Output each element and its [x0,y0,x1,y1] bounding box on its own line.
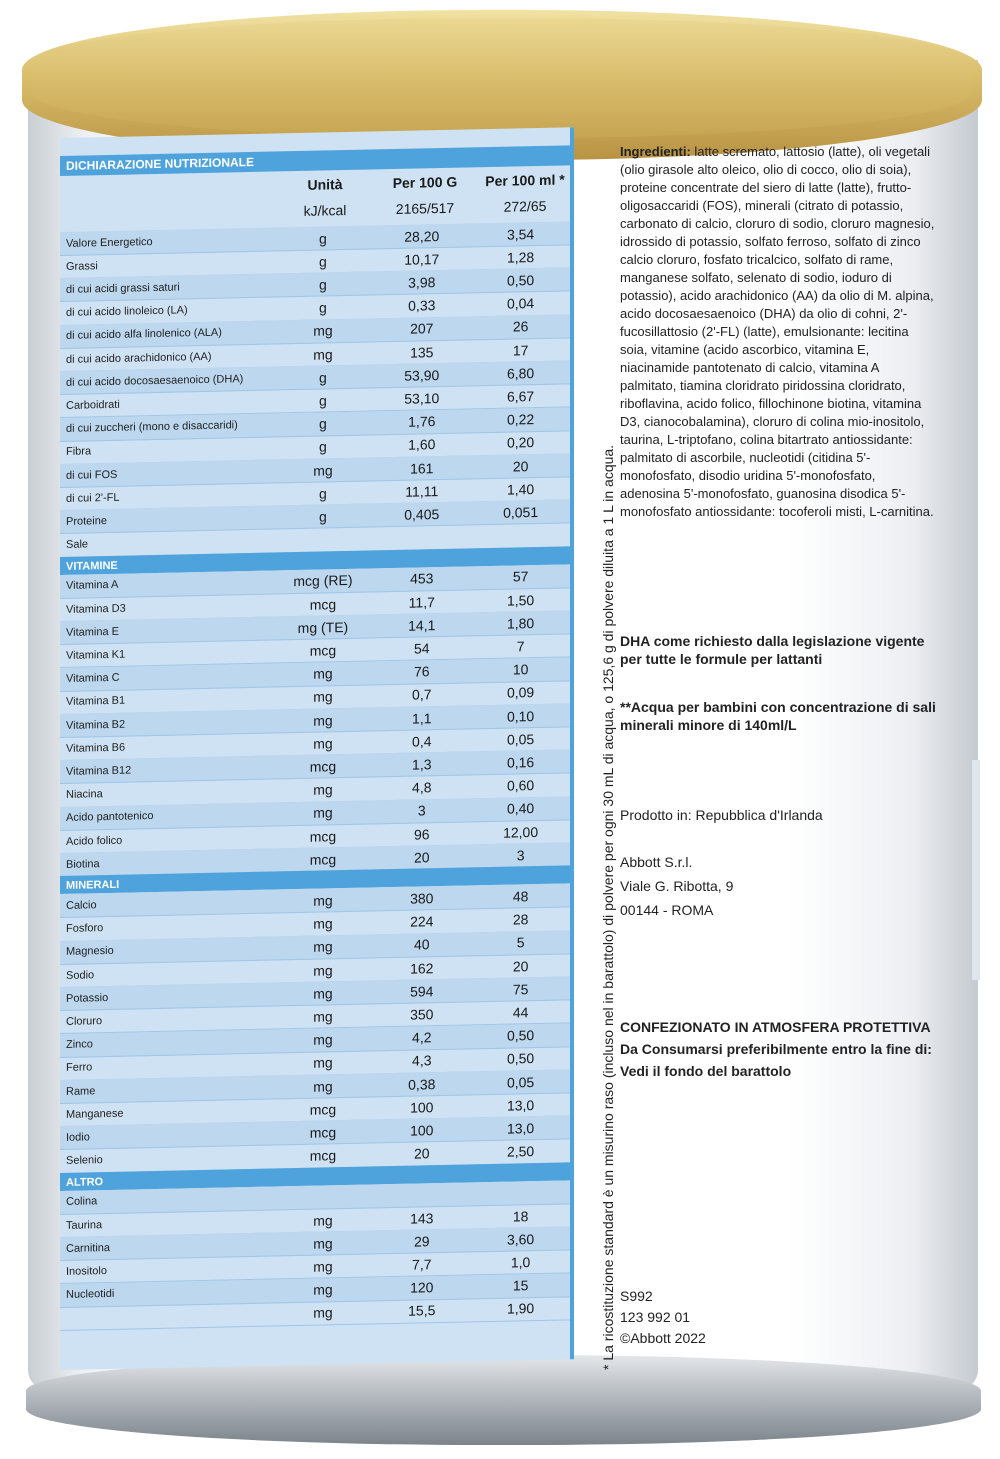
row-per100g: 100 [410,1122,434,1139]
row-label: Grassi [66,259,98,273]
row-per100g: 29 [413,1232,430,1250]
row-per100g: 28,20 [404,227,440,245]
row-unit [274,1196,373,1198]
row-per100g [372,536,471,538]
row-label: Vitamina D3 [66,602,126,616]
section-minerali-label: MINERALI [66,879,120,893]
row-label: Zinco [66,1038,93,1051]
row-unit: mg [313,938,333,955]
address-block [620,850,938,922]
row-unit: mg [313,915,333,932]
row-unit: g [319,369,327,386]
row-per100g: 380 [410,890,434,907]
row-unit: g [319,438,327,455]
reconstitution-note: * La ricostituzione standard è un misurino raso (incluso nel in barattolo) di polvere per ogni 30 mL di acqua, o 125,6 g di polvere diluita a 1 L in acqua. [600,444,616,1370]
row-per100ml: 12,00 [503,823,539,841]
row-label: di cui zuccheri (mono e disaccaridi) [66,419,238,435]
row-unit: mg [313,665,333,682]
row-per100ml: 1,0 [510,1254,531,1271]
row-unit: mg (TE) [297,618,349,636]
row-label: Nucleotidi [66,1287,115,1301]
row-unit: mcg [309,642,337,659]
row-label: Vitamina A [66,579,119,593]
row-label: di cui acido alfa linolenico (ALA) [66,326,222,343]
row-per100ml: 44 [512,1004,529,1021]
row-unit: mcg [309,850,337,868]
row-label: Vitamina B1 [66,694,126,709]
row-per100g: 15,5 [408,1302,436,1320]
row-per100ml: 0,20 [506,434,535,451]
row-label: Vitamina K1 [66,648,126,662]
energy-per100g: 2165/517 [395,199,455,217]
ingredients-text: latte scremato, lattosio (latte), oli vegetali (olio girasole alto oleico, olio di cocco, olio di soia), proteine concentrate del siero di latte (latte), frutto-oligosaccaridi (FOS), minerali (citrato di potassio, carbonato di calcio, cloruro di sodio, cloruro magnesio, idrossido di potassio, solfato ferroso, solfato di zinco calcio cloruro, fosfato tricalcico, solfato di rame, manganese solfato, selenato di sodio, ioduro di potassio), acido arachidonico (AA) da olio di M. alpina, acido docosaesaenoico (DHA) da olio di cohni, 2'-fucosillattosio (2'-FL) (latte), emulsionante: lecitina soia, vitamine (acido ascorbico, vitamina E, niacinamide pantotenato di calcio, vitamina A palmitato, tiamina cloridrato piridossina cloridrato, riboflavina, acido folico, fillochinone biotina, vitamina D3, cianocobalamina), cloruro di colina mio-inositolo, taurina, L-triptofano, colina bitartrato antiossidante: palmitato di ascorbile, nucleotidi (citidina 5'-monofosfato, disodio uridina 5'-monofosfato, adenosina 5'-monofosfato, guanosina disodica 5'-monofosfato antiossidante: tocoferoli misti, L-carnitina. [620,144,935,519]
energy-unit: kJ/kcal [303,202,347,219]
row-per100g: 1,1 [412,709,432,727]
row-per100g: 0,4 [412,732,432,750]
row-per100g: 453 [410,570,434,587]
row-per100ml: 13,0 [506,1119,535,1137]
row-unit: mg [313,1211,333,1229]
row-per100g: 350 [410,1006,434,1023]
row-unit: mg [313,734,333,752]
code-line-3: ©Abbott 2022 [620,1330,706,1346]
row-per100g [372,1194,471,1196]
row-label: Biotina [66,857,100,871]
row-unit: mcg [309,758,337,775]
row-per100ml: 1,50 [506,591,535,609]
row-label: di cui acido arachidonico (AA) [66,350,212,366]
row-per100g: 135 [410,343,434,361]
packaging-line-1: CONFEZIONATO IN ATMOSFERA PROTETTIVA [620,1019,931,1035]
row-label: Magnesio [66,945,114,959]
ingredients-block [620,143,938,521]
address-line-3: 00144 - ROMA [620,902,714,918]
row-label: Acido pantotenico [66,810,154,825]
row-per100ml: 10 [512,661,529,678]
row-label: di cui 2'-FL [66,491,120,505]
row-unit: mg [313,984,333,1002]
row-unit: mg [313,1008,333,1025]
row-per100ml: 0,10 [506,707,535,725]
address-line-2: Viale G. Ribotta, 9 [620,878,734,894]
can-lid-rim [32,18,972,138]
row-per100g: 0,7 [412,686,432,703]
row-label: Vitamina B12 [66,764,132,778]
row-label: Calcio [66,899,97,912]
row-per100ml: 6,80 [506,364,535,382]
codes-block [620,1286,938,1349]
row-label: Vitamina C [66,671,120,685]
row-unit: mg [313,1077,333,1095]
row-label: Cloruro [66,1015,103,1028]
row-per100g: 96 [413,825,430,843]
row-per100g: 162 [410,959,434,977]
row-unit: mcg [309,827,337,845]
row-label: Vitamina B2 [66,718,126,732]
produced-in: Prodotto in: Repubblica d'Irlanda [620,807,823,823]
row-label: Carnitina [66,1241,111,1255]
row-per100ml: 0,50 [506,1027,535,1044]
row-per100ml: 1,90 [506,1300,535,1317]
row-unit: mcg [309,595,337,613]
row-unit: mg [313,892,333,909]
section-vitamine-label: VITAMINE [66,559,118,573]
row-per100g: 7,7 [412,1256,432,1273]
row-label: Iodio [66,1131,90,1144]
row-unit: mg [313,322,333,339]
row-per100ml: 1,40 [506,480,535,498]
row-label: Sodio [66,968,95,982]
water-note: **Acqua per bambini con concentrazione di sali minerali minore di 140ml/L [620,699,936,733]
row-per100ml: 0,05 [506,1073,535,1091]
row-unit: mg [313,1258,333,1275]
row-unit: mg [313,711,333,729]
row-label: Acido folico [66,834,123,848]
row-unit: mg [313,1054,333,1071]
row-label: Ferro [66,1061,93,1075]
row-per100g: 54 [413,640,430,657]
row-label: di cui acidi grassi saturi [66,281,180,296]
col-header-per100ml: Per 100 ml * [485,171,565,190]
table-title: DICHIARAZIONE NUTRIZIONALE [66,154,254,173]
row-per100ml: 0,09 [506,684,535,701]
row-per100ml: 0,22 [506,411,535,428]
row-per100g: 120 [410,1279,434,1296]
row-per100g: 11,11 [405,482,439,500]
row-per100g: 100 [410,1098,434,1116]
row-per100g: 40 [413,936,430,953]
row-label: Taurina [66,1218,103,1232]
packaging-line-3: Vedi il fondo del barattolo [620,1063,792,1079]
row-per100ml: 2,50 [506,1143,535,1160]
row-label: Manganese [66,1107,124,1121]
row-per100g: 207 [410,320,434,337]
row-unit: g [319,392,327,409]
row-per100g: 594 [410,982,434,1000]
row-unit: mcg [309,1147,337,1164]
row-per100g: 10,17 [404,250,440,268]
row-unit: mcg [309,1100,337,1118]
row-label: Potassio [66,991,109,1005]
row-per100g: 53,10 [404,389,440,407]
row-per100ml: 15 [512,1277,529,1294]
row-per100g: 0,405 [404,505,440,523]
row-label: di cui FOS [66,468,118,482]
row-per100g: 0,33 [408,297,436,314]
row-label: Colina [66,1195,98,1209]
code-line-1: S992 [620,1288,653,1304]
row-unit: mg [313,961,333,979]
can-bottom-rim [26,1355,981,1445]
packaging-line-2: Da Consumarsi preferibilmente entro la fine di: [620,1041,932,1057]
row-per100ml: 3,54 [506,225,535,243]
dha-note: DHA come richiesto dalla legislazione vigente per tutte le formule per lattanti [620,633,925,667]
row-per100ml: 1,80 [506,614,535,632]
row-per100ml: 57 [512,568,529,585]
row-per100ml: 0,60 [506,777,535,794]
row-per100g: 4,3 [412,1052,432,1069]
row-per100g: 143 [410,1209,434,1227]
row-per100ml [471,534,570,536]
row-per100g: 1,76 [408,413,436,430]
row-per100ml: 3 [516,846,525,864]
table-title-bar [60,145,570,176]
row-per100ml: 6,67 [506,387,535,405]
row-per100ml: 3,60 [506,1230,535,1248]
row-label: Sale [66,538,89,551]
row-unit: mg [313,1304,333,1321]
row-label: Niacina [66,788,103,801]
packaging-block [620,1016,938,1082]
row-per100ml: 1,28 [506,248,535,266]
address-line-1: Abbott S.r.l. [620,854,693,870]
row-label: Rame [66,1084,96,1098]
row-label: Carboidrati [66,398,120,412]
row-per100ml: 20 [512,457,529,475]
row-per100g: 20 [413,848,430,866]
row-per100ml [471,1192,570,1194]
row-per100g: 1,60 [408,436,436,454]
section-altro-label: ALTRO [66,1175,104,1189]
row-per100ml: 28 [512,911,529,928]
row-per100ml: 0,16 [506,753,535,771]
row-label: Fosforo [66,922,104,935]
code-line-2: 123 992 01 [620,1309,691,1325]
row-per100ml: 26 [512,318,529,335]
row-unit: g [319,253,327,270]
row-per100ml: 75 [512,980,529,998]
row-per100ml: 18 [512,1207,529,1225]
row-per100g: 3,98 [408,274,436,291]
row-per100ml: 0,051 [503,503,539,521]
row-label: Selenio [66,1154,103,1167]
row-per100ml: 7 [516,638,525,655]
row-unit: mcg [309,1124,337,1141]
col-header-unit: Unità [307,176,343,193]
row-label: di cui acido linoleico (LA) [66,304,188,319]
row-label: Proteine [66,514,107,528]
row-per100g: 4,2 [412,1029,432,1046]
row-unit: g [319,485,327,502]
row-unit: g [319,299,327,316]
row-per100g: 161 [410,459,434,477]
row-per100g: 53,90 [404,366,440,384]
row-per100ml: 0,05 [506,730,535,748]
row-per100g: 0,38 [408,1075,436,1093]
row-label [60,1314,274,1318]
row-unit: mg [313,1281,333,1298]
row-per100ml: 0,40 [506,800,535,817]
row-per100g: 11,7 [408,593,435,611]
row-per100g: 224 [410,913,434,930]
row-label: Vitamina B6 [66,741,126,755]
row-unit: g [319,276,327,293]
row-unit: g [319,508,327,525]
row-unit: mg [313,1031,333,1048]
energy-per100ml: 272/65 [503,197,547,215]
row-per100g: 1,3 [412,756,432,773]
side-label-strip [972,760,980,980]
row-per100ml: 48 [512,888,529,905]
row-unit: mg [313,781,333,798]
row-label: Inositolo [66,1264,107,1278]
row-label: di cui acido docosaesaenoico (DHA) [66,372,244,389]
row-unit: mcg (RE) [293,572,353,590]
row-per100g: 3 [417,802,426,819]
row-per100ml: 20 [512,957,529,975]
row-per100ml: 0,50 [506,271,535,289]
row-unit: g [319,229,327,247]
row-per100ml: 17 [512,341,529,359]
row-per100g: 14,1 [408,616,436,634]
row-per100g: 4,8 [412,779,432,796]
row-label: Valore Energetico [66,235,153,250]
row-unit: mg [313,804,333,821]
row-label: Fibra [66,445,92,459]
row-unit: mg [313,345,333,363]
row-per100ml: 0,50 [506,1050,535,1067]
row-unit: mg [313,1234,333,1252]
nutrition-table [60,127,574,1370]
row-per100ml: 5 [516,934,525,951]
row-unit: mg [313,688,333,705]
row-per100ml: 0,04 [506,295,535,312]
row-per100g: 20 [413,1145,430,1162]
col-header-per100g: Per 100 G [392,173,458,192]
row-per100ml: 13,0 [506,1096,535,1114]
row-label: Vitamina E [66,625,119,639]
row-per100g: 76 [413,663,430,680]
row-unit: mg [313,461,333,479]
ingredients-label: Ingredienti: [620,144,691,159]
row-unit: g [319,415,327,432]
row-unit [274,539,373,541]
